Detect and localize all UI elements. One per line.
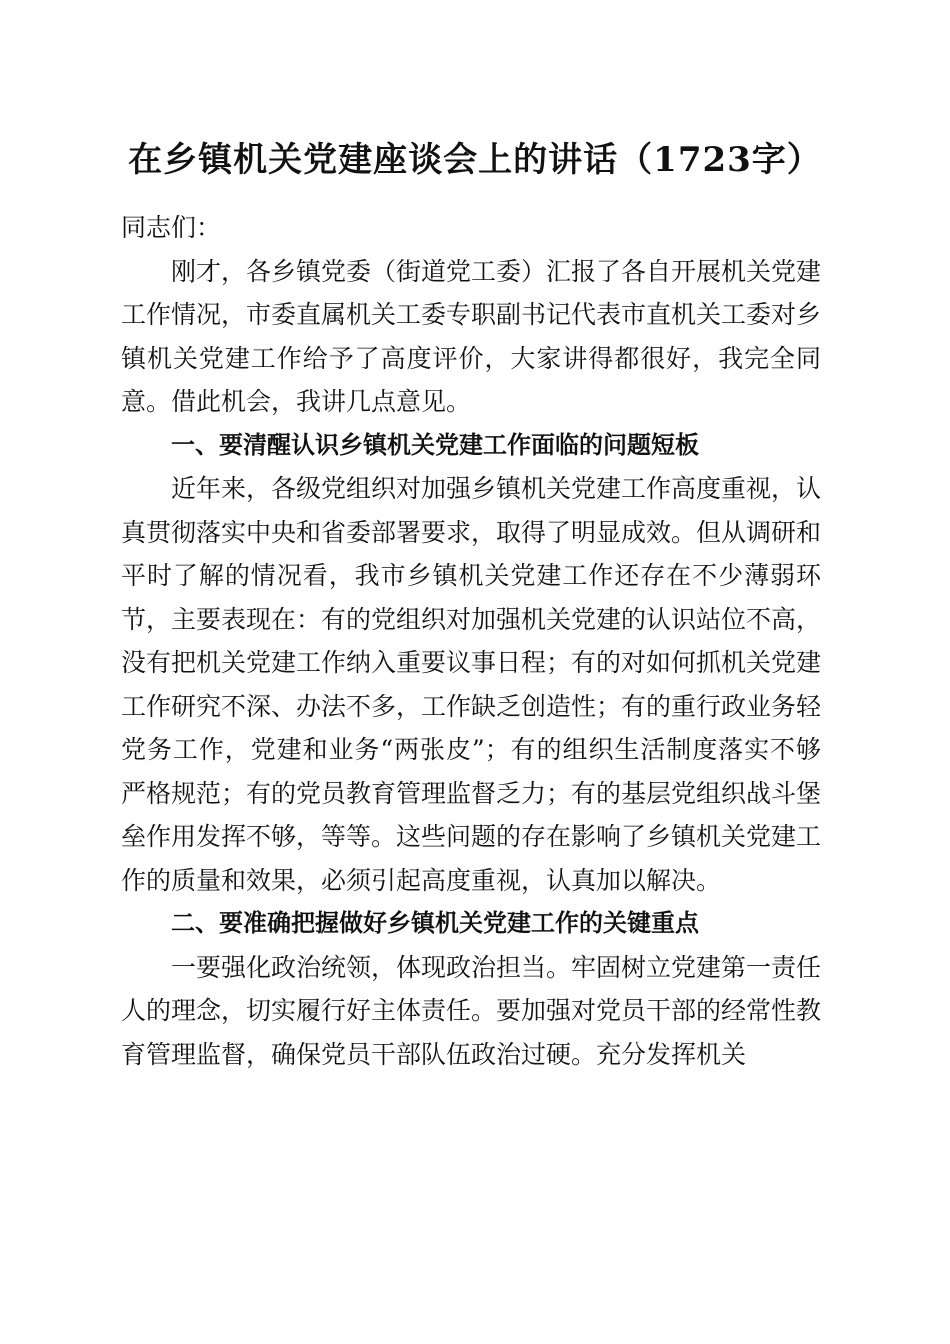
paragraph-political-leadership: 一要强化政治统领，体现政治担当。牢固树立党建第一责任人的理念，切实履行好主体责任。要加强对党员干部的经常性教育管理监督，确保党员干部队伍政治过硬。充分发挥机关 — [121, 952, 822, 1069]
paragraph-problems: 近年来，各级党组织对加强乡镇机关党建工作高度重视，认真贯彻落实中央和省委部署要求，取得了明显成效。但从调研和平时了解的情况看，我市乡镇机关党建工作还存在不少薄弱环节，主要表现在：有的党组织对加强机关党建的认识站位不高，没有把机关党建工作纳入重要议事日程；有的对如何抓机关党建工作研究不深、办法不多，工作缺乏创造性；有的重行政业务轻党务工作，党建和业务“两张皮”；有的组织生活制度落实不够严格规范；有的党员教育管理监督乏力；有的基层党组织战斗堡垒作用发挥不够，等等。这些问题的存在影响了乡镇机关党建工作的质量和效果，必须引起高度重视，认真加以解决。 — [121, 474, 822, 895]
section-heading-2: 二、要准确把握做好乡镇机关党建工作的关键重点 — [171, 909, 699, 937]
section-heading-1: 一、要清醒认识乡镇机关党建工作面临的问题短板 — [171, 430, 699, 459]
paragraph-opening: 刚才，各乡镇党委（街道党工委）汇报了各自开展机关党建工作情况，市委直属机关工委专职副书记代表市直机关工委对乡镇机关党建工作给予了高度评价，大家讲得都很好，我完全同意。借此机会，我讲几点意见。 — [121, 256, 822, 416]
document-body — [121, 206, 821, 1076]
document-title: 在乡镇机关党建座谈会上的讲话（1723字） — [128, 140, 822, 180]
salutation: 同志们： — [121, 213, 222, 242]
